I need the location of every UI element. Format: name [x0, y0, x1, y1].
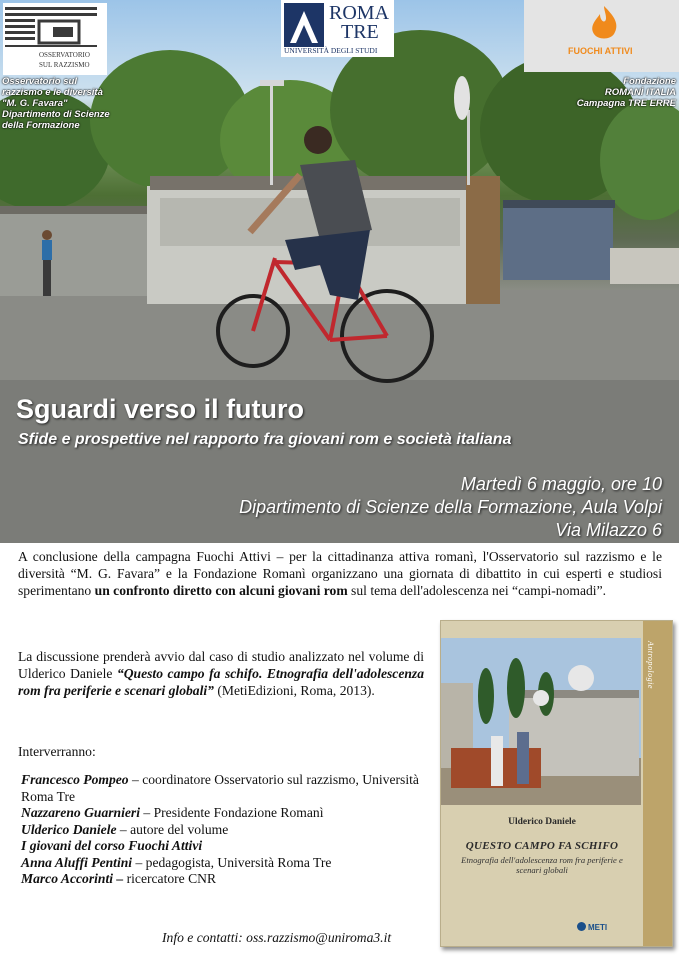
book-cover-photo — [441, 638, 641, 805]
roma-tre-university-text: UNIVERSITÀ DEGLI STUDI — [284, 46, 378, 55]
event-address: Via Milazzo 6 — [555, 520, 662, 540]
speaker-item — [21, 855, 431, 872]
speaker-item — [21, 822, 431, 839]
speaker-role: – Presidente Fondazione Romanì — [139, 805, 324, 820]
speaker-name: Marco Accorinti – — [21, 871, 124, 886]
flame-icon — [584, 4, 624, 42]
roma-tre-logo — [281, 0, 394, 57]
book-reference: “Questo campo fa schifo. Etnografia dell'adolescenza rom fra periferie e scenari globali” — [18, 665, 425, 698]
speaker-name: Francesco Pompeo — [21, 772, 129, 787]
book-series-label: Antropologie — [646, 641, 655, 689]
org-left-line: "M. G. Favara" — [2, 98, 68, 109]
book-publisher: METI — [588, 923, 608, 932]
book-cover — [440, 620, 673, 947]
fuochi-attivi-logo — [524, 0, 679, 72]
intro-text: A conclusione della campagna Fuochi Attivi – per la cittadinanza attiva romanì, l'Osservatorio sul razzismo e le diversità “M. G. Favara” e la Fondazione Romanì organizzano una giornata di dibattito in cui esperti e studiosi sperimentano — [18, 549, 662, 598]
speakers-list — [21, 772, 431, 888]
speaker-role: – coordinatore Osservatorio sul razzismo, Università Roma Tre — [21, 772, 419, 804]
book-subtitle: Etnografia dell'adolescenza rom fra periferie e scenari globali — [461, 855, 623, 875]
event-date: Martedì 6 maggio, ore 10 — [460, 474, 662, 494]
intro-text-end: sul tema dell'adolescenza nei “campi-nomadi”. — [347, 582, 607, 598]
speaker-item — [21, 805, 431, 822]
speaker-item — [21, 871, 431, 888]
book-author: Ulderico Daniele — [508, 817, 576, 827]
org-right-line: Campagna TRE ERRE — [576, 98, 676, 109]
speaker-name: I giovani del corso Fuochi Attivi — [21, 838, 203, 853]
speaker-role: – pedagogista, Università Roma Tre — [132, 854, 332, 870]
publisher-logo-icon — [577, 922, 586, 931]
osservatorio-logo-text-1: OSSERVATORIO — [39, 51, 90, 59]
speaker-item — [21, 772, 431, 805]
org-left-line: Dipartimento di Scienze — [2, 109, 110, 120]
org-left-line: Osservatorio sul — [2, 76, 77, 87]
osservatorio-logo — [3, 3, 107, 75]
org-left-line: razzismo e le diversità — [2, 87, 103, 98]
osservatorio-logo-text-2: SUL RAZZISMO — [39, 61, 90, 69]
discussion-paragraph — [18, 649, 424, 699]
roma-tre-wordmark-tre: TRE — [341, 21, 379, 43]
speaker-role: – autore del volume — [116, 821, 229, 837]
org-right-line: Fondazione — [623, 76, 676, 87]
roma-tre-arch-icon — [284, 3, 324, 47]
intro-emphasis: un confronto diretto con alcuni giovani rom — [94, 582, 348, 598]
speaker-item — [21, 838, 431, 855]
speaker-name: Ulderico Daniele — [21, 821, 117, 837]
organizer-caption-right — [546, 76, 676, 109]
roma-tre-wordmark-roma: ROMA — [329, 2, 390, 24]
event-subtitle: Sfide e prospettive nel rapporto fra giovani rom e società italiana — [18, 431, 512, 448]
book-title: QUESTO CAMPO FA SCHIFO — [465, 840, 619, 852]
org-right-line: ROMANÌ ITALIA — [604, 87, 676, 98]
event-venue: Dipartimento di Scienze della Formazione, Aula Volpi — [239, 497, 662, 517]
speaker-role: ricercatore CNR — [123, 871, 217, 886]
speakers-heading: Interverranno: — [18, 744, 96, 759]
fuochi-attivi-wordmark: FUOCHI ATTIVI — [568, 46, 633, 56]
event-title: Sguardi verso il futuro — [16, 394, 305, 424]
organizer-caption-left — [2, 76, 132, 131]
discussion-text: La discussione prenderà avvio dal caso di studio analizzato nel volume di Ulderico Daniele — [18, 649, 424, 681]
org-left-line: della Formazione — [2, 120, 80, 131]
discussion-text-end: (MetiEdizioni, Roma, 2013). — [213, 682, 375, 698]
contact-info: Info e contatti: oss.razzismo@uniroma3.it — [162, 930, 392, 945]
speaker-name: Nazzareno Guarnieri — [21, 805, 140, 820]
intro-paragraph — [18, 549, 662, 599]
speaker-name: Anna Aluffi Pentini — [21, 854, 133, 870]
